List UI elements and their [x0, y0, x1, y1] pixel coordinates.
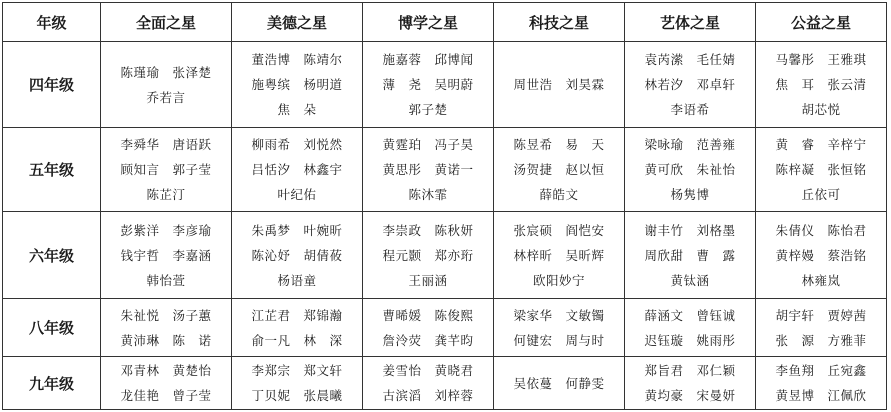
student-names: 黄思彤 黄诺一 [382, 162, 474, 177]
student-names: 杨隽博 [670, 187, 710, 202]
student-names: 叶纪佑 [277, 187, 317, 202]
student-names: 迟钰璇 姚雨彤 [644, 332, 736, 348]
award-cell [232, 42, 363, 128]
student-names: 梁家华 文敏镯 [513, 307, 605, 323]
student-names: 施粤缤 杨明道 [251, 77, 343, 92]
student-names: 李郑宗 郑文轩 [251, 363, 343, 378]
award-cell [756, 299, 887, 357]
student-names: 黄钛涵 [670, 272, 710, 288]
student-names: 欧阳妙宁 [532, 272, 585, 288]
student-names: 彭紫洋 李彦瑜 [120, 222, 212, 238]
student-names: 丘依可 [801, 187, 841, 202]
student-names: 乔若言 [146, 89, 186, 105]
award-cell [494, 299, 625, 357]
student-names: 梁咏瑜 范善雍 [644, 137, 736, 152]
header-public-welfare-star: 公益之星 [756, 3, 887, 42]
grade-label: 五年级 [3, 128, 101, 212]
table-row [3, 357, 887, 410]
student-names: 薛涵文 曾钰诚 [644, 307, 736, 323]
award-cell [494, 42, 625, 128]
award-cell [101, 128, 232, 212]
grade-label: 六年级 [3, 212, 101, 299]
student-names: 陈瑾瑜 张泽楚 [120, 64, 212, 80]
student-names: 黄昱博 江佩欣 [775, 388, 867, 403]
student-names: 郭子楚 [408, 102, 448, 117]
student-names: 薄 尧 吴明蔚 [382, 77, 474, 92]
award-cell [101, 42, 232, 128]
student-names: 李舜华 唐语跃 [120, 137, 212, 152]
student-names: 陈沐霏 [408, 187, 448, 202]
student-names: 林梓昕 吴昕辉 [513, 247, 605, 263]
student-names: 焦 耳 张云清 [775, 77, 867, 92]
student-names: 程元颢 郑亦珩 [382, 247, 474, 263]
grade-label: 九年级 [3, 357, 101, 410]
award-cell [363, 128, 494, 212]
award-cell [756, 128, 887, 212]
student-names: 黄均豪 宋曼妍 [644, 388, 736, 403]
header-arts-sports-star: 艺体之星 [625, 3, 756, 42]
student-names: 吴依蔓 何静雯 [513, 375, 605, 391]
table-body [3, 42, 887, 410]
honor-roll-table [2, 2, 887, 410]
student-names: 曹晞媛 陈俊熙 [382, 307, 474, 323]
student-names: 杨语童 [277, 272, 317, 288]
table-row [3, 128, 887, 212]
student-names: 陈梓凝 张恒铭 [775, 162, 867, 177]
award-cell [756, 357, 887, 410]
student-names: 袁芮潆 毛任婧 [644, 52, 736, 67]
student-names: 林雍岚 [801, 272, 841, 288]
student-names: 黄霆珀 冯子昊 [382, 137, 474, 152]
award-cell [101, 357, 232, 410]
student-names: 韩怡萱 [146, 272, 186, 288]
student-names: 胡宇轩 贾婷茜 [775, 307, 867, 323]
student-names: 陈芷汀 [146, 187, 186, 202]
student-names: 朱倩仪 陈怡君 [775, 222, 867, 238]
award-cell [232, 357, 363, 410]
table-row [3, 299, 887, 357]
header-row [3, 3, 887, 42]
grade-label: 八年级 [3, 299, 101, 357]
student-names: 俞一凡 林 深 [251, 332, 343, 348]
student-names: 邓青林 黄楚怡 [120, 363, 212, 378]
award-cell [363, 212, 494, 299]
award-cell [363, 299, 494, 357]
student-names: 江芷君 郑锦瀚 [251, 307, 343, 323]
student-names: 郑旨君 邓仁颖 [644, 363, 736, 378]
header-grade: 年级 [3, 3, 101, 42]
student-names: 张 源 方雅菲 [775, 332, 867, 348]
student-names: 李语希 [670, 102, 710, 117]
student-names: 周世浩 刘昊霖 [513, 77, 605, 92]
award-cell [625, 212, 756, 299]
award-cell [494, 128, 625, 212]
award-cell [625, 357, 756, 410]
student-names: 吕恬汐 林鑫宇 [251, 162, 343, 177]
award-cell [625, 42, 756, 128]
grade-label: 四年级 [3, 42, 101, 128]
student-names: 黄 睿 辛梓宁 [775, 137, 867, 152]
award-cell [756, 42, 887, 128]
student-names: 谢丰竹 刘格墨 [644, 222, 736, 238]
student-names: 龙佳艳 曾子莹 [120, 388, 212, 403]
student-names: 黄沛琳 陈 诺 [120, 332, 212, 348]
table-header [3, 3, 887, 42]
student-names: 张宸硕 阎恺安 [513, 222, 605, 238]
award-cell [363, 42, 494, 128]
award-cell [494, 357, 625, 410]
award-cell [494, 212, 625, 299]
award-cell [625, 128, 756, 212]
student-names: 何键宏 周与时 [513, 332, 605, 348]
student-names: 钱宇哲 李嘉涵 [120, 247, 212, 263]
student-names: 董浩博 陈靖尔 [251, 52, 343, 67]
student-names: 汤贺捷 赵以恒 [513, 162, 605, 177]
student-names: 胡芯悦 [801, 102, 841, 117]
award-cell [232, 128, 363, 212]
award-cell [232, 212, 363, 299]
student-names: 焦 朵 [277, 102, 317, 117]
student-names: 李崇政 陈秋妍 [382, 222, 474, 238]
table-row [3, 212, 887, 299]
student-names: 朱禹梦 叶婉昕 [251, 222, 343, 238]
student-names: 陈昱希 易 天 [513, 137, 605, 152]
student-names: 黄梓嫚 蔡浩铭 [775, 247, 867, 263]
student-names: 柳雨希 刘悦然 [251, 137, 343, 152]
header-learning-star: 博学之星 [363, 3, 494, 42]
award-cell [625, 299, 756, 357]
student-names: 姜雪怡 黄晓君 [382, 363, 474, 378]
student-names: 马馨彤 王雅琪 [775, 52, 867, 67]
student-names: 詹泠荧 龚芊昀 [382, 332, 474, 348]
student-names: 古滨滔 刘梓蓉 [382, 388, 474, 403]
award-cell [101, 212, 232, 299]
award-cell [232, 299, 363, 357]
student-names: 周欣甜 曹 露 [644, 247, 736, 263]
student-names: 施嘉蓉 邱博闻 [382, 52, 474, 67]
student-names: 陈沁妤 胡倩莜 [251, 247, 343, 263]
student-names: 王丽涵 [408, 272, 448, 288]
table-row [3, 42, 887, 128]
header-technology-star: 科技之星 [494, 3, 625, 42]
student-names: 朱祉悦 汤子蕙 [120, 307, 212, 323]
student-names: 丁贝妮 张晨曦 [251, 388, 343, 403]
student-names: 林若汐 邓卓轩 [644, 77, 736, 92]
award-cell [101, 299, 232, 357]
student-names: 薛皓文 [539, 187, 579, 202]
award-cell [363, 357, 494, 410]
student-names: 顾知言 郭子莹 [120, 162, 212, 177]
header-virtue-star: 美德之星 [232, 3, 363, 42]
student-names: 黄可欣 朱祉怡 [644, 162, 736, 177]
header-all-round-star: 全面之星 [101, 3, 232, 42]
award-cell [756, 212, 887, 299]
student-names: 李鱼翔 丘宛鑫 [775, 363, 867, 378]
